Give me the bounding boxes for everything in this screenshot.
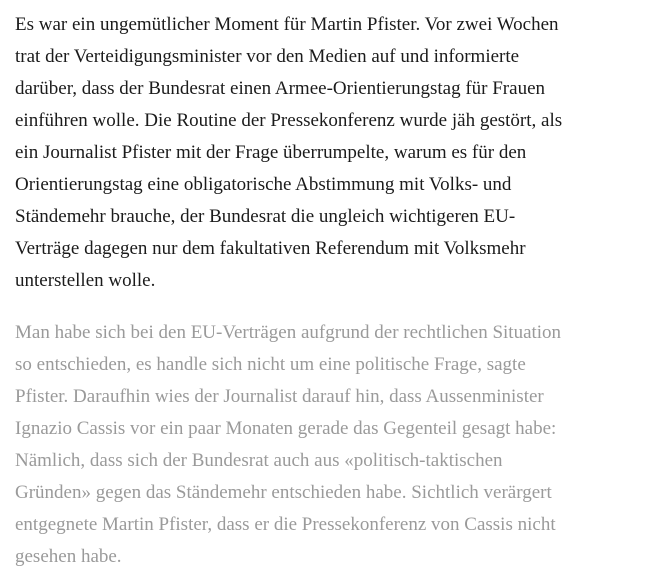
text-line: Gründen» gegen das Ständemehr entschieden habe. Sichtlich verärgert: [15, 482, 552, 503]
text-line: Pfister. Daraufhin wies der Journalist darauf hin, dass Aussenminister: [15, 386, 544, 407]
text-line: Es war ein ungemütlicher Moment für Martin Pfister. Vor zwei Wochen: [15, 14, 559, 35]
text-line: Ignazio Cassis vor ein paar Monaten gerade das Gegenteil gesagt habe:: [15, 418, 557, 439]
text-line: Nämlich, dass sich der Bundesrat auch aus «politisch-taktischen: [15, 450, 503, 471]
text-line: gesehen habe.: [15, 546, 122, 567]
text-line: Orientierungstag eine obligatorische Abstimmung mit Volks- und: [15, 174, 512, 195]
text-line: darüber, dass der Bundesrat einen Armee-Orientierungstag für Frauen: [15, 78, 545, 99]
text-line: ein Journalist Pfister mit der Frage überrumpelte, warum es für den: [15, 142, 527, 163]
article-paragraph-2-faded: [15, 317, 654, 573]
text-line: einführen wolle. Die Routine der Pressekonferenz wurde jäh gestört, als: [15, 110, 563, 131]
article-paragraph-1: [15, 9, 654, 297]
text-line: trat der Verteidigungsminister vor den Medien auf und informierte: [15, 46, 520, 67]
text-line: Man habe sich bei den EU-Verträgen aufgrund der rechtlichen Situation: [15, 322, 562, 343]
text-line: so entschieden, es handle sich nicht um eine politische Frage, sagte: [15, 354, 526, 375]
text-line: Verträge dagegen nur dem fakultativen Referendum mit Volksmehr: [15, 238, 526, 259]
text-line: Ständemehr brauche, der Bundesrat die ungleich wichtigeren EU-: [15, 206, 516, 227]
text-line: entgegnete Martin Pfister, dass er die Pressekonferenz von Cassis nicht: [15, 514, 556, 535]
text-line: unterstellen wolle.: [15, 270, 156, 291]
